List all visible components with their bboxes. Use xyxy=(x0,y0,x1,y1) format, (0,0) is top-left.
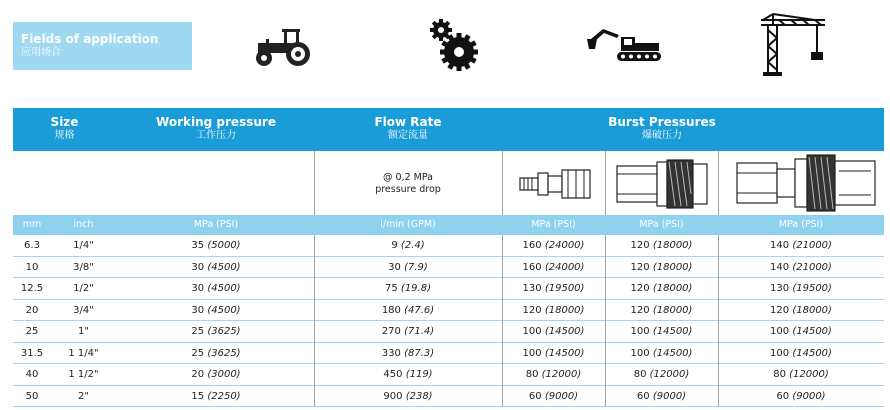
cell-value: 6.3 xyxy=(24,240,40,251)
cell-flow-rate xyxy=(314,240,502,251)
cell-imperial: (18000) xyxy=(652,261,693,273)
cell-value: 140 xyxy=(770,261,790,273)
cell-imperial: (24000) xyxy=(544,261,585,273)
cell-imperial: (14500) xyxy=(652,347,693,359)
cell-imperial: (7.9) xyxy=(404,261,428,273)
cell-burst-3 xyxy=(718,369,884,380)
cell-imperial: (9000) xyxy=(652,390,687,402)
header-size xyxy=(13,115,116,142)
cell-value: 30 xyxy=(191,304,205,316)
cell-imperial: (238) xyxy=(405,390,433,402)
fields-of-application-box xyxy=(13,22,192,70)
cell-imperial: (19500) xyxy=(792,283,832,294)
unit-working: MPa (PSI) xyxy=(193,219,239,230)
cell-imperial: (4500) xyxy=(207,261,241,273)
cell-imperial: (47.6) xyxy=(404,304,435,316)
cell-imperial: (3625) xyxy=(207,326,241,337)
cell-imperial: (21000) xyxy=(792,261,832,273)
cell-imperial: (9000) xyxy=(544,390,579,402)
cell-working-pressure xyxy=(116,326,316,337)
cell-value: 1/2" xyxy=(73,283,94,294)
cell-imperial: (119) xyxy=(405,369,433,380)
cell-value: 10 xyxy=(25,261,39,273)
cell-burst-1 xyxy=(502,283,605,294)
cell-imperial: (4500) xyxy=(207,304,241,316)
cell-burst-1 xyxy=(502,262,605,273)
cell-imperial: (21000) xyxy=(792,240,832,251)
cell-value: 20 xyxy=(191,369,205,380)
cell-inch xyxy=(51,326,116,337)
cell-imperial: (14500) xyxy=(544,347,585,359)
cell-mm xyxy=(13,305,51,316)
cell-value: 12.5 xyxy=(20,283,44,294)
cell-flow-rate xyxy=(314,326,502,337)
cell-working-pressure xyxy=(116,369,316,380)
table-row xyxy=(13,386,884,408)
cell-working-pressure xyxy=(116,391,316,402)
cell-value: 40 xyxy=(25,369,39,380)
cell-mm xyxy=(13,391,51,402)
cell-working-pressure xyxy=(116,348,316,359)
cell-mm xyxy=(13,369,51,380)
cell-value: 270 xyxy=(381,326,401,337)
coupling-image-row xyxy=(13,151,884,215)
cell-mm xyxy=(13,348,51,359)
cell-mm xyxy=(13,262,51,273)
cell-flow-rate xyxy=(314,305,502,316)
tractor-icon xyxy=(252,26,314,68)
cell-imperial: (18000) xyxy=(652,304,693,316)
cell-value: 25 xyxy=(25,326,39,337)
crane-icon xyxy=(759,12,829,78)
cell-imperial: (2.4) xyxy=(400,240,425,251)
cell-flow-rate xyxy=(314,283,502,294)
cell-value: 120 xyxy=(630,304,650,316)
cell-value: 160 xyxy=(522,261,542,273)
cell-value: 31.5 xyxy=(20,347,44,359)
table-header xyxy=(13,108,884,151)
cell-imperial: (12000) xyxy=(541,369,582,380)
flow-note xyxy=(314,172,502,196)
header-flow-en: Flow Rate xyxy=(374,115,442,129)
cell-flow-rate xyxy=(314,391,502,402)
cell-flow-rate xyxy=(314,262,502,273)
header-working-en: Working pressure xyxy=(156,115,276,129)
cell-imperial: (3625) xyxy=(207,347,241,359)
cell-value: 330 xyxy=(381,347,401,359)
cell-value: 130 xyxy=(770,283,790,294)
cell-value: 50 xyxy=(25,390,39,402)
cell-inch xyxy=(51,240,116,251)
cell-value: 60 xyxy=(636,390,650,402)
cell-value: 100 xyxy=(770,347,790,359)
cell-value: 20 xyxy=(25,304,39,316)
cell-inch xyxy=(51,262,116,273)
cell-imperial: (9000) xyxy=(792,390,826,402)
table-row xyxy=(13,321,884,343)
unit-burst-3: MPa (PSI) xyxy=(778,219,824,230)
cell-value: 60 xyxy=(776,390,790,402)
unit-burst-2: MPa (PSI) xyxy=(639,219,684,230)
cell-value: 35 xyxy=(191,240,205,251)
cell-value: 100 xyxy=(630,326,650,337)
cell-burst-1 xyxy=(502,369,605,380)
cell-value: 30 xyxy=(388,261,401,273)
cell-value: 1 1/2" xyxy=(68,369,99,380)
cell-working-pressure xyxy=(116,305,316,316)
cell-value: 180 xyxy=(381,304,401,316)
cell-mm xyxy=(13,283,51,294)
cell-value: 30 xyxy=(191,261,205,273)
flow-note-line1: @ 0,2 MPa xyxy=(383,172,433,183)
cell-burst-2 xyxy=(605,262,718,273)
cell-imperial: (14500) xyxy=(792,347,832,359)
cell-imperial: (14500) xyxy=(652,326,693,337)
cell-imperial: (19.8) xyxy=(400,283,431,294)
cell-value: 80 xyxy=(633,369,647,380)
coupling-full-icon xyxy=(735,153,881,213)
cell-value: 100 xyxy=(630,347,650,359)
cell-value: 75 xyxy=(385,283,398,294)
header-working xyxy=(116,115,316,142)
cell-burst-3 xyxy=(718,348,884,359)
cell-working-pressure xyxy=(116,283,316,294)
cell-burst-3 xyxy=(718,283,884,294)
cell-value: 1" xyxy=(78,326,89,337)
cell-value: 15 xyxy=(191,390,205,402)
cell-value: 25 xyxy=(191,347,205,359)
header-flow-zh: 额定流量 xyxy=(388,130,428,141)
cell-burst-2 xyxy=(605,348,718,359)
cell-inch xyxy=(51,391,116,402)
cell-imperial: (12000) xyxy=(649,369,690,380)
unit-inch: inch xyxy=(73,219,94,230)
cell-imperial: (87.3) xyxy=(404,347,435,359)
fields-subtitle: 应用场合 xyxy=(21,47,61,58)
cell-value: 3/8" xyxy=(73,261,94,273)
cell-value: 80 xyxy=(525,369,539,380)
units-row xyxy=(13,215,884,235)
header-size-en: Size xyxy=(50,115,79,129)
cell-value: 450 xyxy=(383,369,403,380)
cell-burst-1 xyxy=(502,391,605,402)
coupling-plug-icon xyxy=(518,164,594,204)
table-row xyxy=(13,257,884,279)
cell-value: 1 1/4" xyxy=(68,347,99,359)
column-divider xyxy=(502,235,503,407)
cell-burst-2 xyxy=(605,283,718,294)
cell-imperial: (18000) xyxy=(544,304,585,316)
cell-imperial: (4500) xyxy=(207,283,241,294)
cell-working-pressure xyxy=(116,240,316,251)
header-size-zh: 规格 xyxy=(54,130,75,141)
cell-burst-3 xyxy=(718,326,884,337)
gears-icon xyxy=(427,16,481,74)
cell-burst-2 xyxy=(605,326,718,337)
table-row xyxy=(13,235,884,257)
cell-burst-2 xyxy=(605,240,718,251)
header-working-zh: 工作压力 xyxy=(196,130,236,141)
cell-working-pressure xyxy=(116,262,316,273)
cell-inch xyxy=(51,305,116,316)
column-divider xyxy=(314,235,315,407)
header-burst xyxy=(502,115,822,142)
fields-title: Fields of application xyxy=(21,32,159,46)
cell-value: 100 xyxy=(522,347,542,359)
cell-mm xyxy=(13,326,51,337)
header-flow xyxy=(314,115,502,142)
table-row xyxy=(13,364,884,386)
cell-value: 160 xyxy=(522,240,542,251)
cell-value: 100 xyxy=(770,326,790,337)
header-burst-en: Burst Pressures xyxy=(608,115,716,129)
cell-imperial: (5000) xyxy=(207,240,241,251)
cell-value: 120 xyxy=(630,240,650,251)
cell-burst-2 xyxy=(605,369,718,380)
cell-imperial: (14500) xyxy=(792,326,832,337)
unit-burst-1: MPa (PSI) xyxy=(531,219,576,230)
cell-imperial: (2250) xyxy=(207,390,241,402)
cell-value: 100 xyxy=(522,326,542,337)
cell-value: 80 xyxy=(773,369,786,380)
cell-inch xyxy=(51,369,116,380)
cell-imperial: (3000) xyxy=(207,369,241,380)
cell-inch xyxy=(51,283,116,294)
cell-mm xyxy=(13,240,51,251)
cell-value: 900 xyxy=(383,390,403,402)
cell-value: 25 xyxy=(191,326,205,337)
cell-imperial: (18000) xyxy=(652,240,693,251)
cell-imperial: (24000) xyxy=(544,240,585,251)
cell-value: 130 xyxy=(522,283,542,294)
excavator-icon xyxy=(585,25,665,65)
cell-burst-1 xyxy=(502,326,605,337)
cell-value: 120 xyxy=(630,283,650,294)
cell-value: 120 xyxy=(630,261,650,273)
cell-value: 9 xyxy=(391,240,398,251)
cell-burst-1 xyxy=(502,305,605,316)
cell-value: 2" xyxy=(78,390,89,402)
cell-burst-3 xyxy=(718,262,884,273)
cell-imperial: (18000) xyxy=(652,283,693,294)
cell-flow-rate xyxy=(314,348,502,359)
cell-value: 120 xyxy=(770,304,790,316)
cell-value: 30 xyxy=(191,283,205,294)
flow-note-line2: pressure drop xyxy=(375,184,441,195)
cell-burst-2 xyxy=(605,391,718,402)
cell-value: 140 xyxy=(770,240,790,251)
cell-imperial: (12000) xyxy=(789,369,829,380)
cell-burst-3 xyxy=(718,391,884,402)
cell-inch xyxy=(51,348,116,359)
table-row xyxy=(13,300,884,322)
column-divider xyxy=(605,235,606,407)
cell-imperial: (19500) xyxy=(544,283,585,294)
table-row xyxy=(13,343,884,365)
cell-flow-rate xyxy=(314,369,502,380)
column-divider xyxy=(718,235,719,407)
unit-mm: mm xyxy=(22,219,42,230)
cell-imperial: (14500) xyxy=(544,326,585,337)
coupling-socket-icon xyxy=(615,158,710,210)
data-table-body xyxy=(13,235,884,407)
cell-imperial: (71.4) xyxy=(404,326,435,337)
cell-value: 3/4" xyxy=(73,304,94,316)
table-row xyxy=(13,278,884,300)
cell-burst-2 xyxy=(605,305,718,316)
unit-flow: l/min (GPM) xyxy=(380,219,436,230)
cell-value: 1/4" xyxy=(73,240,94,251)
cell-burst-1 xyxy=(502,240,605,251)
cell-imperial: (18000) xyxy=(792,304,832,316)
cell-value: 120 xyxy=(522,304,542,316)
cell-value: 60 xyxy=(528,390,542,402)
cell-burst-1 xyxy=(502,348,605,359)
header-burst-zh: 爆破压力 xyxy=(642,130,682,141)
cell-burst-3 xyxy=(718,305,884,316)
cell-burst-3 xyxy=(718,240,884,251)
